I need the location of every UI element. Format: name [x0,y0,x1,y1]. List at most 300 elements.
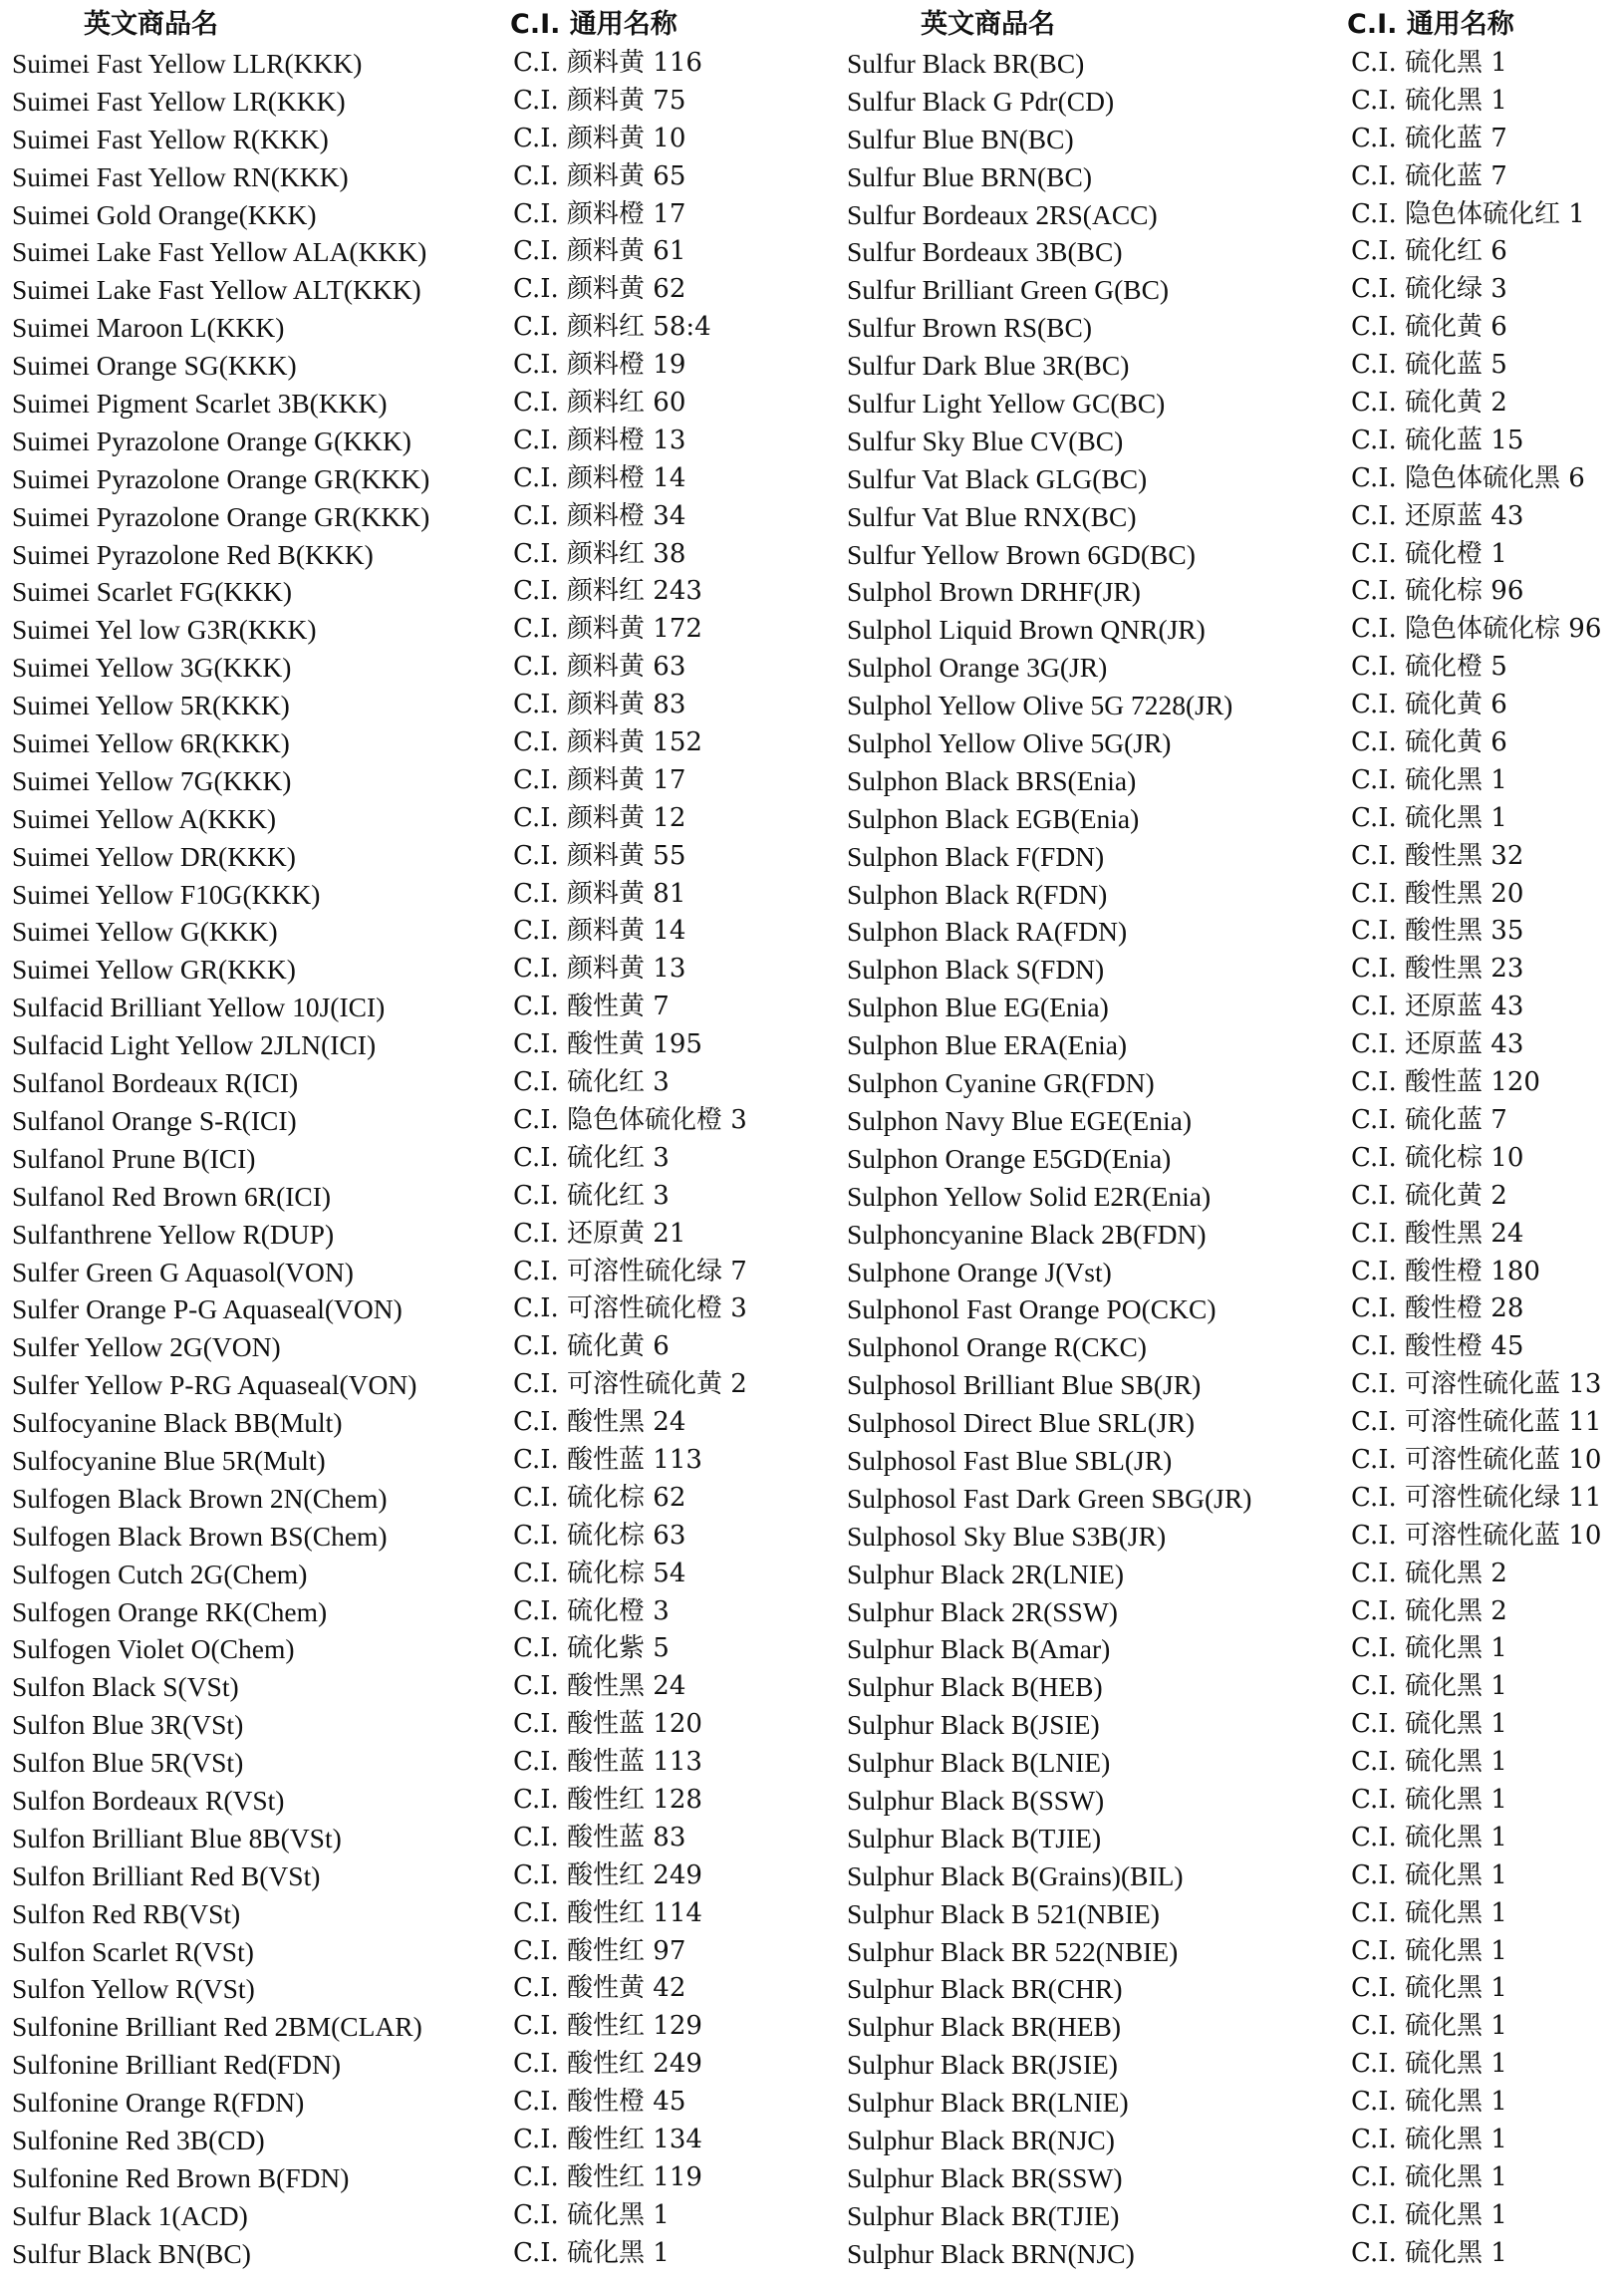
ci-name-cell: C.I. 可溶性硫化绿 7 [513,1256,747,1286]
table-row [12,2084,824,2122]
ci-name-cell: C.I. 硫化黑 1 [1351,1859,1507,1890]
trade-name-cell: Sulfon Scarlet R(VSt) [12,1935,254,1967]
trade-name-cell: Sulfogen Cutch 2G(Chem) [12,1558,308,1589]
trade-name-cell: Sulphur Black 2R(LNIE) [847,1558,1125,1589]
table-row [12,1820,824,1857]
ci-name-cell: C.I. 硫化红 3 [513,1142,670,1173]
ci-name-cell: C.I. 硫化黑 1 [1351,1671,1507,1702]
table-row [847,1593,1624,1631]
table-row [12,611,824,649]
table-row [847,951,1624,989]
table-row [847,724,1624,762]
right-rows [847,45,1624,2273]
ci-name-cell: C.I. 硫化黑 1 [1351,1935,1507,1966]
trade-name-cell: Sulphonol Fast Orange PO(CKC) [847,1293,1217,1325]
trade-name-cell: Sulfogen Black Brown BS(Chem) [12,1520,388,1552]
trade-name-cell: Sulfanol Prune B(ICI) [12,1142,256,1174]
trade-name-cell: Sulphosol Fast Blue SBL(JR) [847,1444,1173,1476]
trade-name-cell: Sulphon Yellow Solid E2R(Enia) [847,1180,1212,1212]
trade-name-cell: Sulfur Light Yellow GC(BC) [847,388,1166,420]
left-rows [12,45,824,2273]
trade-name-cell: Sulphur Black B 521(NBIE) [847,1897,1160,1929]
trade-name-cell: Sulfanol Bordeaux R(ICI) [12,1067,299,1099]
table-row [12,913,824,951]
ci-name-cell: C.I. 可溶性硫化橙 3 [513,1293,747,1324]
table-row [12,951,824,989]
ci-name-cell: C.I. 酸性橙 45 [1351,1331,1524,1362]
trade-name-cell: Sulphon Cyanine GR(FDN) [847,1067,1155,1099]
table-row [12,1480,824,1518]
table-row [847,1404,1624,1442]
table-row [847,1216,1624,1254]
trade-name-cell: Sulfacid Light Yellow 2JLN(ICI) [12,1029,377,1061]
table-row [847,876,1624,914]
table-row [847,2008,1624,2046]
table-row [12,1933,824,1971]
table-row [847,1668,1624,1706]
ci-name-cell: C.I. 隐色体硫化红 1 [1351,198,1585,229]
ci-name-cell: C.I. 可溶性硫化蓝 11 [1351,1407,1602,1438]
trade-name-cell: Sulphur Black B(SSW) [847,1784,1105,1816]
ci-name-cell: C.I. 硫化黑 1 [1351,2124,1507,2154]
table-row [12,158,824,196]
table-row [12,573,824,611]
trade-name-cell: Sulfon Yellow R(VSt) [12,1973,255,2005]
trade-name-cell: Sulfon Blue 3R(VSt) [12,1709,244,1741]
table-row [847,1366,1624,1404]
table-row [12,2235,824,2273]
trade-name-cell: Sulfur Black 1(ACD) [12,2199,248,2231]
ci-name-cell: C.I. 颜料黄 17 [513,764,686,795]
header-ci-generic-name: C.I. 通用名称 [1347,9,1514,40]
table-row [847,762,1624,800]
ci-name-cell: C.I. 酸性蓝 120 [513,1709,702,1740]
table-row [847,83,1624,121]
ci-name-cell: C.I. 颜料黄 116 [513,48,702,78]
trade-name-cell: Sulfer Green G Aquasol(VON) [12,1256,354,1287]
table-row [847,2046,1624,2084]
table-row [12,233,824,271]
table-row [847,2197,1624,2235]
ci-name-cell: C.I. 硫化黑 1 [1351,764,1507,795]
ci-name-cell: C.I. 硫化黄 2 [1351,388,1507,419]
trade-name-cell: Sulfanol Orange S-R(ICI) [12,1104,297,1136]
ci-name-cell: C.I. 硫化蓝 15 [1351,425,1524,455]
trade-name-cell: Sulfur Brown RS(BC) [847,312,1092,344]
ci-name-cell: C.I. 颜料黄 10 [513,123,686,153]
ci-name-cell: C.I. 酸性黄 195 [513,1029,702,1060]
table-row [12,498,824,536]
trade-name-cell: Sulphur Black B(HEB) [847,1671,1103,1703]
table-row [12,1744,824,1782]
table-row [12,2046,824,2084]
trade-name-cell: Sulphol Brown DRHF(JR) [847,576,1141,608]
trade-name-cell: Sulfur Bordeaux 3B(BC) [847,236,1123,268]
table-row [847,1895,1624,1933]
table-row [12,989,824,1026]
trade-name-cell: Sulphon Black F(FDN) [847,840,1105,872]
trade-name-cell: Sulphur Black BR(SSW) [847,2161,1123,2193]
table-row [847,2084,1624,2122]
trade-name-cell: Sulfonine Orange R(FDN) [12,2087,305,2119]
table-row [12,121,824,158]
trade-name-cell: Sulfon Bordeaux R(VSt) [12,1784,285,1816]
ci-name-cell: C.I. 硫化黑 1 [1351,1633,1507,1664]
ci-name-cell: C.I. 颜料黄 172 [513,614,702,645]
trade-name-cell: Suimei Gold Orange(KKK) [12,198,317,230]
ci-name-cell: C.I. 颜料黄 61 [513,236,686,267]
table-row [12,1970,824,2008]
table-row [847,498,1624,536]
trade-name-cell: Sulphon Blue EG(Enia) [847,992,1109,1023]
ci-name-cell: C.I. 硫化黑 1 [1351,1897,1507,1928]
ci-name-cell: C.I. 酸性黑 35 [1351,916,1524,947]
trade-name-cell: Sulfocyanine Black BB(Mult) [12,1407,343,1439]
table-row [12,1216,824,1254]
ci-name-cell: C.I. 颜料黄 12 [513,802,686,833]
table-row [847,1630,1624,1668]
trade-name-cell: Sulphoncyanine Black 2B(FDN) [847,1218,1207,1250]
trade-name-cell: Suimei Yel low G3R(KKK) [12,614,317,646]
table-row [847,1782,1624,1820]
ci-name-cell: C.I. 酸性蓝 113 [513,1747,702,1778]
ci-name-cell: C.I. 酸性红 249 [513,1859,702,1890]
ci-name-cell: C.I. 酸性红 97 [513,1935,686,1966]
ci-name-cell: C.I. 硫化棕 54 [513,1558,686,1588]
trade-name-cell: Sulfur Blue BN(BC) [847,123,1074,154]
table-row [847,233,1624,271]
ci-name-cell: C.I. 隐色体硫化黑 6 [1351,462,1585,493]
table-row [12,800,824,838]
ci-name-cell: C.I. 酸性黄 7 [513,992,670,1022]
table-row [847,800,1624,838]
ci-name-cell: C.I. 可溶性硫化黄 2 [513,1369,747,1400]
trade-name-cell: Sulphur Black B(Grains)(BIL) [847,1859,1184,1891]
trade-name-cell: Sulphon Navy Blue EGE(Enia) [847,1104,1192,1136]
ci-name-cell: C.I. 硫化黑 1 [1351,802,1507,833]
table-row [12,271,824,309]
ci-name-cell: C.I. 硫化橙 3 [513,1595,670,1626]
table-row [847,838,1624,876]
trade-name-cell: Sulfur Blue BRN(BC) [847,160,1092,192]
table-row [847,385,1624,423]
table-row [12,1895,824,1933]
ci-name-cell: C.I. 颜料黄 81 [513,878,686,909]
ci-name-cell: C.I. 酸性橙 180 [1351,1256,1540,1286]
trade-name-cell: Sulphon Black EGB(Enia) [847,802,1140,834]
trade-name-cell: Suimei Scarlet FG(KKK) [12,576,293,608]
trade-name-cell: Sulfonine Red Brown B(FDN) [12,2161,350,2193]
ci-name-cell: C.I. 颜料黄 55 [513,840,686,871]
trade-name-cell: Sulphon Black BRS(Enia) [847,764,1137,796]
table-row [12,649,824,687]
table-row [847,1480,1624,1518]
header-english-trade-name: 英文商品名 [921,9,1055,40]
trade-name-cell: Sulphur Black B(TJIE) [847,1822,1102,1854]
table-row [12,2159,824,2197]
ci-name-cell: C.I. 硫化蓝 7 [1351,160,1507,191]
table-row [12,45,824,83]
ci-name-cell: C.I. 硫化橙 1 [1351,538,1507,569]
trade-name-cell: Suimei Yellow G(KKK) [12,916,278,948]
table-row [12,687,824,724]
ci-name-cell: C.I. 酸性红 134 [513,2124,702,2154]
trade-name-cell: Sulfer Yellow 2G(VON) [12,1331,281,1363]
ci-name-cell: C.I. 颜料黄 83 [513,690,686,720]
trade-name-cell: Suimei Maroon L(KKK) [12,312,285,344]
ci-name-cell: C.I. 还原蓝 43 [1351,500,1524,531]
trade-name-cell: Sulphonol Orange R(CKC) [847,1331,1147,1363]
ci-name-cell: C.I. 硫化棕 63 [513,1520,686,1551]
trade-name-cell: Sulfocyanine Blue 5R(Mult) [12,1444,326,1476]
ci-name-cell: C.I. 硫化绿 3 [1351,274,1507,305]
table-row [847,158,1624,196]
table-row [847,271,1624,309]
trade-name-cell: Sulfer Yellow P-RG Aquaseal(VON) [12,1369,417,1401]
table-row [847,309,1624,347]
ci-name-cell: C.I. 硫化黑 1 [1351,1822,1507,1853]
table-row [847,1970,1624,2008]
ci-name-cell: C.I. 硫化红 6 [1351,236,1507,267]
table-row [847,1328,1624,1366]
ci-name-cell: C.I. 酸性红 114 [513,1897,702,1928]
table-row [847,1706,1624,1744]
trade-name-cell: Sulfonine Brilliant Red(FDN) [12,2049,341,2081]
ci-name-cell: C.I. 硫化黑 1 [1351,2049,1507,2080]
trade-name-cell: Sulfur Dark Blue 3R(BC) [847,350,1130,382]
ci-name-cell: C.I. 硫化棕 96 [1351,576,1524,607]
table-row [12,1442,824,1480]
ci-name-cell: C.I. 颜料橙 19 [513,350,686,381]
trade-name-cell: Suimei Pyrazolone Orange G(KKK) [12,425,411,456]
trade-name-cell: Sulphur Black BR(HEB) [847,2011,1121,2043]
trade-name-cell: Suimei Fast Yellow RN(KKK) [12,160,349,192]
trade-name-cell: Sulphur Black BRN(NJC) [847,2237,1135,2269]
table-row [847,460,1624,498]
trade-name-cell: Sulphur Black BR(TJIE) [847,2199,1120,2231]
ci-name-cell: C.I. 酸性蓝 113 [513,1444,702,1475]
trade-name-cell: Suimei Lake Fast Yellow ALA(KKK) [12,236,427,268]
trade-name-cell: Sulphon Orange E5GD(Enia) [847,1142,1172,1174]
table-row [847,1518,1624,1556]
table-row [847,1933,1624,1971]
ci-name-cell: C.I. 颜料橙 34 [513,500,686,531]
trade-name-cell: Suimei Pyrazolone Red B(KKK) [12,538,374,570]
table-row [847,649,1624,687]
trade-name-cell: Sulfur Sky Blue CV(BC) [847,425,1124,456]
trade-name-cell: Sulfur Black G Pdr(CD) [847,85,1115,117]
trade-name-cell: Sulfanol Red Brown 6R(ICI) [12,1180,332,1212]
table-row [847,196,1624,234]
ci-name-cell: C.I. 酸性黑 23 [1351,954,1524,985]
ci-name-cell: C.I. 硫化黑 2 [1351,1558,1507,1588]
table-row [12,1254,824,1291]
ci-name-cell: C.I. 硫化黑 1 [1351,2237,1507,2268]
ci-name-cell: C.I. 颜料红 38 [513,538,686,569]
ci-name-cell: C.I. 硫化黑 2 [1351,1595,1507,1626]
ci-name-cell: C.I. 硫化黑 1 [1351,2199,1507,2230]
ci-name-cell: C.I. 酸性蓝 83 [513,1822,686,1853]
ci-name-cell: C.I. 颜料黄 152 [513,727,702,758]
trade-name-cell: Suimei Orange SG(KKK) [12,350,297,382]
table-row [12,2197,824,2235]
table-row [847,913,1624,951]
trade-name-cell: Sulphol Yellow Olive 5G 7228(JR) [847,690,1233,721]
table-row [12,838,824,876]
ci-name-cell: C.I. 硫化蓝 5 [1351,350,1507,381]
trade-name-cell: Sulfacid Brilliant Yellow 10J(ICI) [12,992,386,1023]
ci-name-cell: C.I. 酸性橙 45 [513,2087,686,2118]
trade-name-cell: Sulphur Black BR(NJC) [847,2124,1115,2155]
table-row [12,1782,824,1820]
table-row [12,1404,824,1442]
trade-name-cell: Sulfonine Red 3B(CD) [12,2124,265,2155]
ci-name-cell: C.I. 酸性红 128 [513,1784,702,1815]
trade-name-cell: Sulfogen Orange RK(Chem) [12,1595,328,1627]
table-row [12,2122,824,2159]
table-row [847,1744,1624,1782]
table-row [12,1102,824,1140]
ci-name-cell: C.I. 颜料黄 63 [513,652,686,683]
trade-name-cell: Sulfogen Black Brown 2N(Chem) [12,1482,388,1514]
ci-name-cell: C.I. 颜料红 243 [513,576,702,607]
table-row [847,1290,1624,1328]
trade-name-cell: Sulphosol Fast Dark Green SBG(JR) [847,1482,1252,1514]
table-row [12,1140,824,1178]
trade-name-cell: Sulfur Black BN(BC) [12,2237,251,2269]
trade-name-cell: Suimei Yellow 3G(KKK) [12,652,292,684]
ci-name-cell: C.I. 硫化黄 6 [513,1331,670,1362]
ci-name-cell: C.I. 硫化黄 2 [1351,1180,1507,1211]
table-row [12,536,824,574]
table-row [847,2235,1624,2273]
trade-name-cell: Sulfon Blue 5R(VSt) [12,1747,244,1779]
table-row [847,2159,1624,2197]
trade-name-cell: Sulphol Orange 3G(JR) [847,652,1108,684]
trade-name-cell: Sulphone Orange J(Vst) [847,1256,1112,1287]
table-row [12,1064,824,1102]
table-row [847,1026,1624,1064]
trade-name-cell: Sulphur Black BR(LNIE) [847,2087,1129,2119]
table-row [847,1442,1624,1480]
table-row [12,876,824,914]
table-row [12,724,824,762]
table-row [12,1026,824,1064]
trade-name-cell: Suimei Yellow 7G(KKK) [12,764,292,796]
table-row [847,45,1624,83]
trade-name-cell: Sulphon Black R(FDN) [847,878,1108,910]
ci-name-cell: C.I. 酸性黑 24 [513,1671,686,1702]
ci-name-cell: C.I. 颜料黄 62 [513,274,686,305]
ci-name-cell: C.I. 颜料橙 17 [513,198,686,229]
ci-name-cell: C.I. 颜料黄 75 [513,85,686,116]
ci-name-cell: C.I. 硫化蓝 7 [1351,1104,1507,1135]
table-row [12,1556,824,1593]
table-row [12,1668,824,1706]
table-row [847,573,1624,611]
ci-name-cell: C.I. 硫化棕 10 [1351,1142,1524,1173]
ci-name-cell: C.I. 还原黄 21 [513,1218,686,1249]
table-row [12,385,824,423]
trade-name-cell: Sulphosol Brilliant Blue SB(JR) [847,1369,1202,1401]
table-row [12,1593,824,1631]
trade-name-cell: Sulphol Liquid Brown QNR(JR) [847,614,1206,646]
table-row [847,1064,1624,1102]
trade-name-cell: Sulphur Black BR 522(NBIE) [847,1935,1179,1967]
ci-name-cell: C.I. 隐色体硫化橙 3 [513,1104,747,1135]
trade-name-cell: Suimei Fast Yellow LR(KKK) [12,85,346,117]
table-row [12,347,824,385]
trade-name-cell: Sulphur Black 2R(SSW) [847,1595,1118,1627]
ci-name-cell: C.I. 硫化黑 1 [1351,48,1507,78]
trade-name-cell: Sulphon Black S(FDN) [847,954,1105,986]
ci-name-cell: C.I. 硫化黑 1 [1351,1747,1507,1778]
trade-name-cell: Sulfogen Violet O(Chem) [12,1633,295,1665]
table-row [847,1556,1624,1593]
trade-name-cell: Suimei Fast Yellow R(KKK) [12,123,329,154]
trade-name-cell: Suimei Yellow 6R(KKK) [12,727,290,759]
ci-name-cell: C.I. 酸性黄 42 [513,1973,686,2004]
trade-name-cell: Sulfur Vat Blue RNX(BC) [847,500,1137,532]
ci-name-cell: C.I. 可溶性硫化绿 11 [1351,1482,1602,1513]
ci-name-cell: C.I. 酸性红 119 [513,2161,702,2192]
table-row [12,309,824,347]
trade-name-cell: Sulphon Black RA(FDN) [847,916,1128,948]
ci-name-cell: C.I. 颜料红 60 [513,388,686,419]
table-row [847,1178,1624,1216]
ci-name-cell: C.I. 颜料黄 14 [513,916,686,947]
table-row [847,611,1624,649]
trade-name-cell: Sulfur Brilliant Green G(BC) [847,274,1170,306]
ci-name-cell: C.I. 酸性黑 32 [1351,840,1524,871]
table-row [12,460,824,498]
table-row [847,1254,1624,1291]
ci-name-cell: C.I. 酸性黑 20 [1351,878,1524,909]
trade-name-cell: Suimei Pyrazolone Orange GR(KKK) [12,500,430,532]
trade-name-cell: Sulfonine Brilliant Red 2BM(CLAR) [12,2011,422,2043]
ci-name-cell: C.I. 硫化红 3 [513,1180,670,1211]
trade-name-cell: Suimei Fast Yellow LLR(KKK) [12,48,363,79]
ci-name-cell: C.I. 硫化黑 1 [1351,1973,1507,2004]
ci-name-cell: C.I. 酸性红 249 [513,2049,702,2080]
trade-name-cell: Sulphur Black BR(CHR) [847,1973,1123,2005]
table-row [12,196,824,234]
header-english-trade-name: 英文商品名 [84,9,218,40]
trade-name-cell: Sulfon Brilliant Red B(VSt) [12,1859,321,1891]
ci-name-cell: C.I. 硫化紫 5 [513,1633,670,1664]
ci-name-cell: C.I. 酸性橙 28 [1351,1293,1524,1324]
trade-name-cell: Suimei Yellow F10G(KKK) [12,878,321,910]
ci-name-cell: C.I. 硫化黄 6 [1351,727,1507,758]
ci-name-cell: C.I. 硫化黄 6 [1351,690,1507,720]
trade-name-cell: Sulphosol Sky Blue S3B(JR) [847,1520,1167,1552]
trade-name-cell: Sulphosol Direct Blue SRL(JR) [847,1407,1196,1439]
trade-name-cell: Sulphon Blue ERA(Enia) [847,1029,1128,1061]
trade-name-cell: Suimei Pyrazolone Orange GR(KKK) [12,462,430,494]
table-row [847,423,1624,460]
trade-name-cell: Sulphur Black B(LNIE) [847,1747,1111,1779]
ci-name-cell: C.I. 隐色体硫化棕 96 [1351,614,1602,645]
ci-name-cell: C.I. 可溶性硫化蓝 13 [1351,1369,1602,1400]
ci-name-cell: C.I. 可溶性硫化蓝 10 [1351,1520,1602,1551]
ci-name-cell: C.I. 酸性黑 24 [513,1407,686,1438]
ci-name-cell: C.I. 颜料橙 14 [513,462,686,493]
ci-name-cell: C.I. 还原蓝 43 [1351,1029,1524,1060]
ci-name-cell: C.I. 硫化黑 1 [513,2237,670,2268]
ci-name-cell: C.I. 酸性黑 24 [1351,1218,1524,1249]
ci-name-cell: C.I. 硫化棕 62 [513,1482,686,1513]
trade-name-cell: Sulphol Yellow Olive 5G(JR) [847,727,1172,759]
